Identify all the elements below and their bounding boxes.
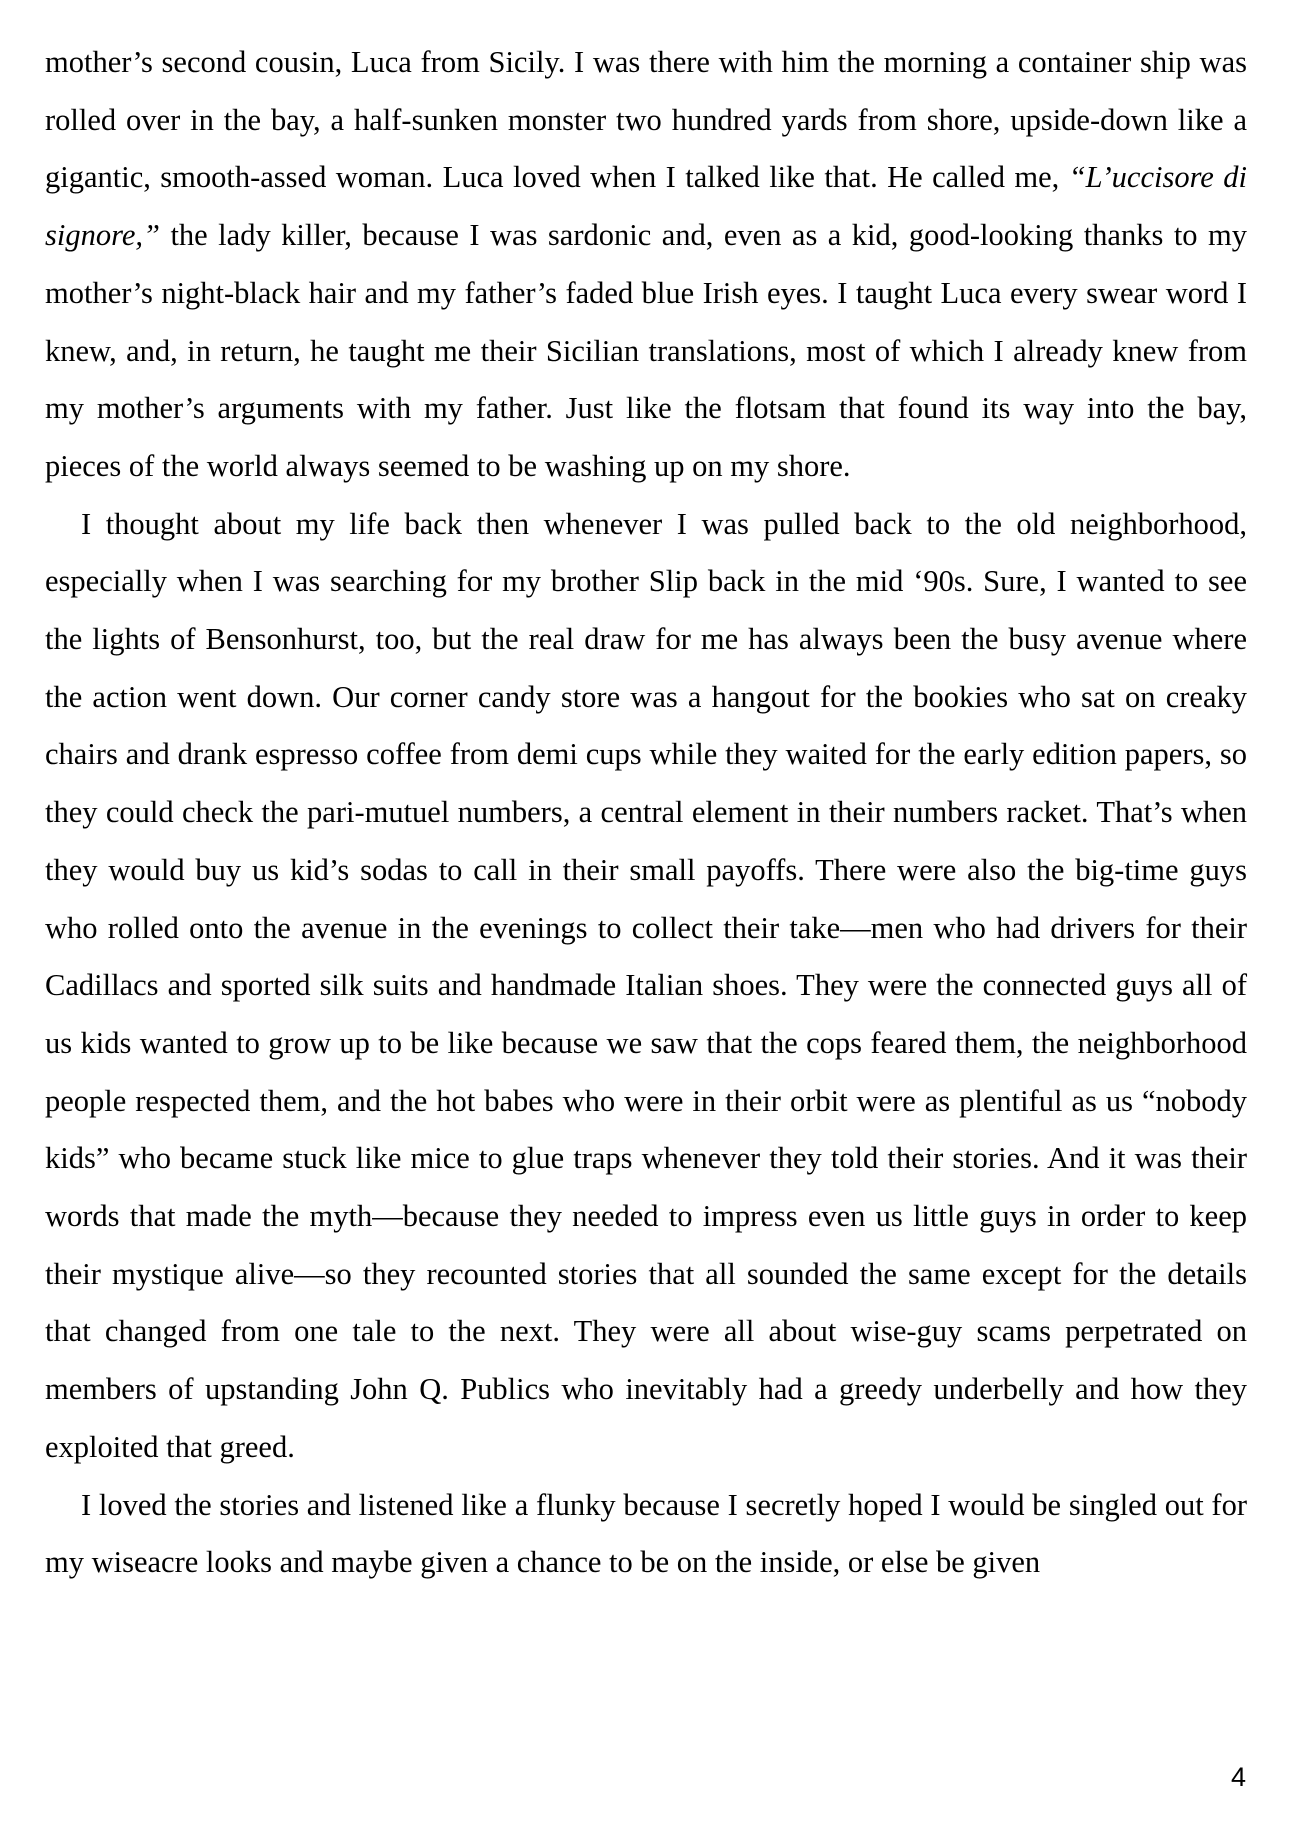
page-number: 4: [1230, 1762, 1246, 1792]
paragraph-3: I loved the stories and listened like a flunky because I secretly hoped I would be singled out for my wiseacre looks and maybe given a chance to be on the inside, or else be given: [45, 1487, 1247, 1580]
paragraph-1: [45, 34, 1247, 496]
body-text: [45, 34, 1247, 1592]
paragraph-1-text-a: mother’s second cousin, Luca from Sicily. I was there with him the morning a container ship was rolled over in the bay, a half-sunken monster two hundred yards from shore, upside-down like a gigantic, smooth-assed woman. Luca loved when I talked like that. He called me,: [45, 45, 1247, 195]
paragraph-2: I thought about my life back then whenever I was pulled back to the old neighborhood, especially when I was searching for my brother Slip back in the mid ‘90s. Sure, I wanted to see the lights of Bensonhurst, too, but the real draw for me has always been the busy avenue where the action went down. Our corner candy store was a hangout for the bookies who sat on creaky chairs and drank espresso coffee from demi cups while they waited for the early edition papers, so they could check the pari-mutuel numbers, a central element in their numbers racket. That’s when they would buy us kid’s sodas to call in their small payoffs. There were also the big-time guys who rolled onto the avenue in the evenings to collect their take—men who had drivers for their Cadillacs and sported silk suits and handmade Italian shoes. They were the connected guys all of us kids wanted to grow up to be like because we saw that the cops feared them, the neighborhood people respected them, and the hot babes who were in their orbit were as plentiful as us “nobody kids” who became stuck like mice to glue traps whenever they told their stories. And it was their words that made the myth—because they needed to impress even us little guys in order to keep their mystique alive—so they recounted stories that all sounded the same except for the details that changed from one tale to the next. They were all about wise-guy scams perpetrated on members of upstanding John Q. Publics who inevitably had a greedy underbelly and how they exploited that greed.: [45, 506, 1247, 1464]
paragraph-1-text-b: the lady killer, because I was sardonic and, even as a kid, good-looking thanks to my mother’s night-black hair and my father’s faded blue Irish eyes. I taught Luca every swear word I knew, and, in return, he taught me their Sicilian translations, most of which I already knew from my mother’s arguments with my father. Just like the flotsam that found its way into the bay, pieces of the world always seemed to be washing up on my shore.: [45, 218, 1247, 483]
paragraph-1-italic-phrase: “L’uccisore di signore,”: [45, 160, 1247, 253]
